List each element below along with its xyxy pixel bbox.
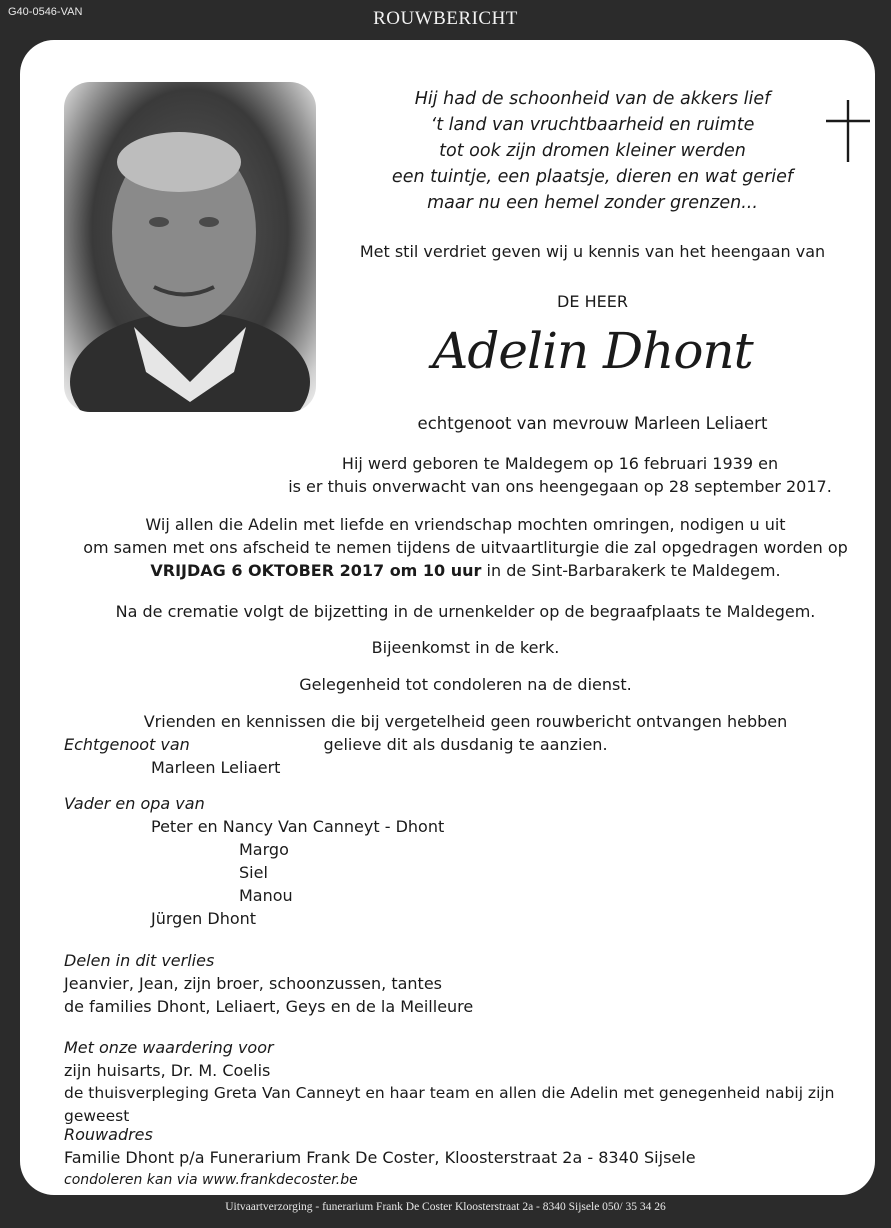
poem [340,86,845,216]
funeral-invitation [60,513,871,582]
death-line: is er thuis onverwacht van ons heengegaan op 28 september 2017. [288,477,832,496]
online-condolence: condoleren kan via www.frankdecoster.be [64,1172,358,1188]
title-prefix: DE HEER [557,292,628,311]
invitation-line: Wij allen die Adelin met liefde en vriendschap mochten omringen, nodigen u uit [145,515,786,534]
thanks-line: de thuisverpleging Greta Van Canneyt en haar team en allen die Adelin met genegenheid nabij zijn geweest [64,1084,835,1125]
portrait-photo [64,82,316,412]
address-section [64,1123,696,1192]
section-heading: Delen in dit verlies [64,951,215,970]
mourning-address: Familie Dhont p/a Funerarium Frank De Coster, Kloosterstraat 2a - 8340 Sijsele [64,1148,696,1167]
thanks-line: zijn huisarts, Dr. M. Coelis [64,1061,271,1080]
poem-line: ‘t land van vruchtbaarheid en ruimte [430,115,755,135]
poem-line: Hij had de schoonheid van de akkers lief [414,89,771,109]
cross-icon [826,100,870,164]
grandchild-name: Margo [239,840,289,859]
section-heading: Echtgenoot van [64,735,190,754]
grandchild-name: Siel [239,863,268,882]
condolence-text: Gelegenheid tot condoleren na de dienst. [299,675,632,694]
obituary-card [20,40,875,1195]
spouse-section [64,733,280,779]
footer: Uitvaartverzorging - funerarium Frank De Coster Kloosterstraat 2a - 8340 Sijsele 050/ 35 34 26 [225,1201,666,1213]
funeral-date: VRIJDAG 6 OKTOBER 2017 om 10 uur [150,561,482,580]
header-title: ROUWBERICHT [373,8,518,29]
deceased-name: Adelin Dhont [432,322,753,380]
poem-line: maar nu een hemel zonder grenzen... [427,193,758,213]
announcement: Met stil verdriet geven wij u kennis van het heengaan van [359,242,826,261]
share-line: Jeanvier, Jean, zijn broer, schoonzussen, tantes [64,974,443,993]
family-section [64,792,444,930]
birth-line: Hij werd geboren te Maldegem op 16 februari 1939 en [341,454,779,473]
thanks-section [64,1036,875,1128]
friends-line: Vrienden en kennissen die bij vergetelheid geen rouwbericht ontvangen hebben [143,712,788,731]
poem-line: een tuintje, een plaatsje, dieren en wat gerief [391,167,794,187]
birth-death-text [260,452,860,498]
document-code: G40-0546-VAN [8,6,83,18]
cremation-text: Na de crematie volgt de bijzetting in de urnenkelder op de begraafplaats te Maldegem. [115,602,816,621]
child-name: Peter en Nancy Van Canneyt - Dhont [151,817,445,836]
grandchild-name: Manou [239,886,293,905]
invitation-line: om samen met ons afscheid te nemen tijdens de uitvaartliturgie die zal opgedragen worden op [83,538,848,557]
section-heading: Rouwadres [64,1125,153,1144]
section-heading: Met onze waardering voor [64,1038,274,1057]
invitation-date-line [60,559,871,582]
share-line: de families Dhont, Leliaert, Geys en de la Meilleure [64,997,474,1016]
child-name: Jürgen Dhont [151,909,257,928]
funeral-place: in de Sint-Barbarakerk te Maldegem. [481,561,781,580]
meeting-text: Bijeenkomst in de kerk. [371,638,560,657]
poem-line: tot ook zijn dromen kleiner werden [439,141,746,161]
spouse-line: echtgenoot van mevrouw Marleen Leliaert [417,414,768,433]
section-heading: Vader en opa van [64,794,205,813]
share-section [64,949,473,1018]
spouse-name: Marleen Leliaert [151,758,281,777]
friends-line: gelieve dit als dusdanig te aanzien. [323,735,608,754]
